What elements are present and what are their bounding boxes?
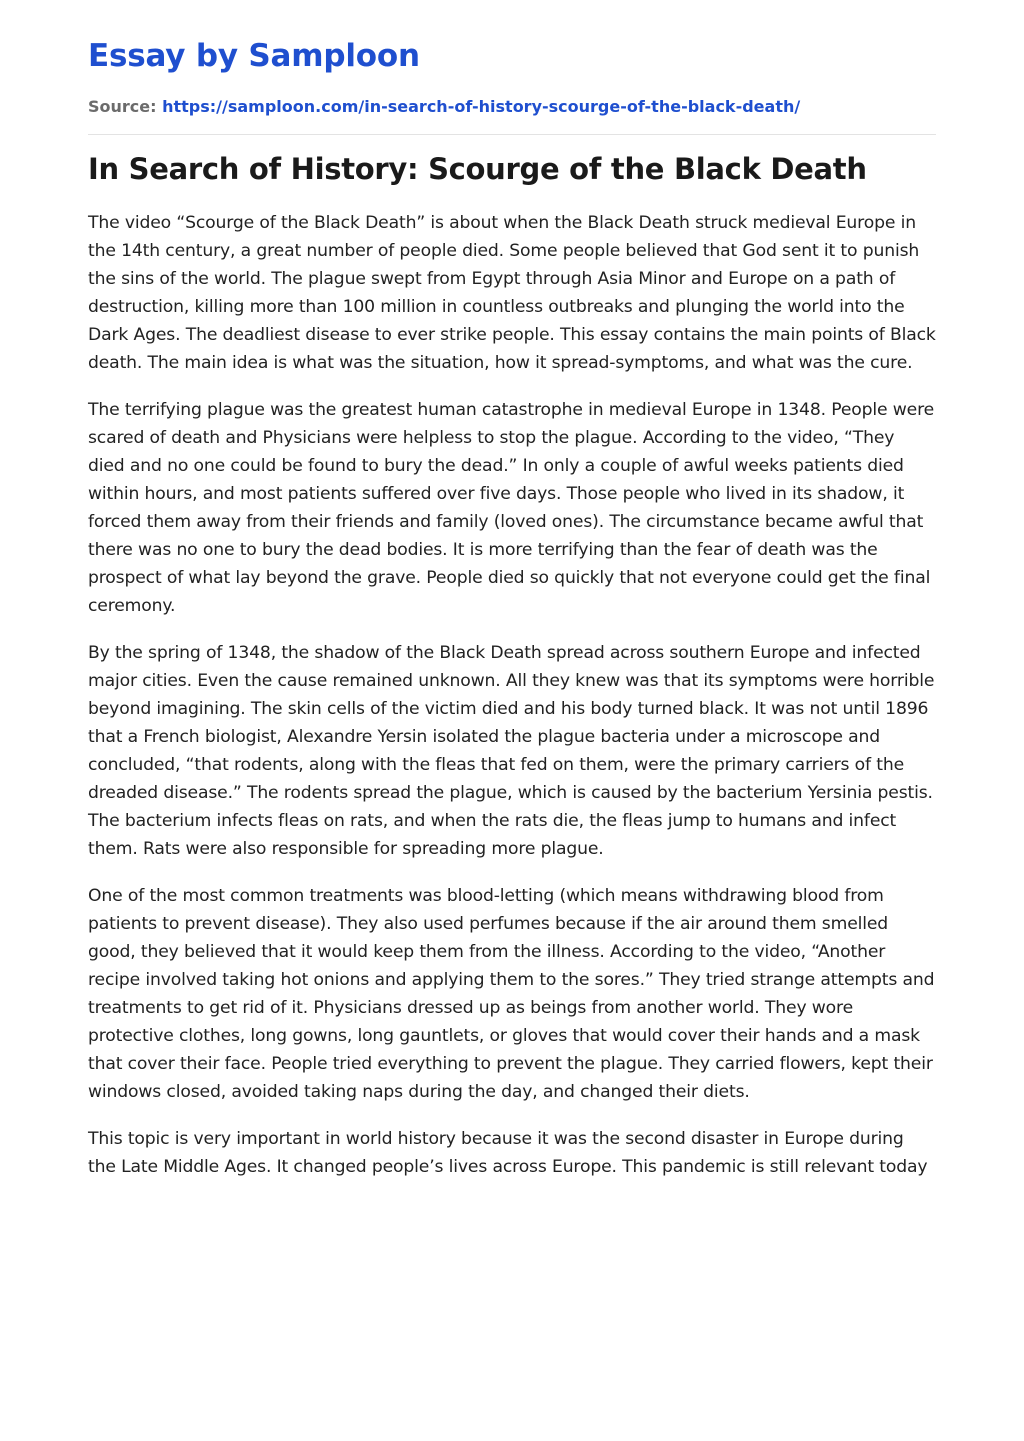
essay-title: In Search of History: Scourge of the Black Death	[88, 152, 867, 186]
source-link[interactable]: https://samploon.com/in-search-of-history-scourge-of-the-black-death/	[162, 97, 801, 116]
header-divider	[88, 134, 936, 135]
essay-paragraph: The video “Scourge of the Black Death” is about when the Black Death struck medieval Europe in the 14th century, a great number of people died. Some people believed that God sent it to punish the sins of the world. The plague swept from Egypt through Asia Minor and Europe on a path of destruction, killing more than 100 million in countless outbreaks and plunging the world into the Dark Ages. The deadliest disease to ever strike people. This essay contains the main points of Black death. The main idea is what was the situation, how it spread-symptoms, and what was the cure.	[88, 213, 936, 373]
essay-page	[88, 0, 936, 1200]
essay-body	[88, 209, 936, 1181]
essay-paragraph: One of the most common treatments was blood-letting (which means withdrawing blood from patients to prevent disease). They also used perfumes because if the air around them smelled good, they believed that it would keep them from the illness. According to the video, “Another recipe involved taking hot onions and applying them to the sores.” They tried strange attempts and treatments to get rid of it. Physicians dressed up as beings from another world. They wore protective clothes, long gowns, long gauntlets, or gloves that would cover their hands and a mask that cover their face. People tried everything to prevent the plague. They carried flowers, kept their windows closed, avoided taking naps during the day, and changed their diets.	[88, 886, 935, 1102]
essay-paragraph: The terrifying plague was the greatest human catastrophe in medieval Europe in 1348. People were scared of death and Physicians were helpless to stop the plague. According to the video, “They died and no one could be found to bury the dead.” In only a couple of awful weeks patients died within hours, and most patients suffered over five days. Those people who lived in its shadow, it forced them away from their friends and family (loved ones). The circumstance became awful that there was no one to bury the dead bodies. It is more terrifying than the fear of death was the prospect of what lay beyond the grave. People died so quickly that not everyone could get the final ceremony.	[88, 400, 935, 616]
essay-paragraph: By the spring of 1348, the shadow of the Black Death spread across southern Europe and infected major cities. Even the cause remained unknown. All they knew was that its symptoms were horrible beyond imagining. The skin cells of the victim died and his body turned black. It was not until 1896 that a French biologist, Alexandre Yersin isolated the plague bacteria under a microscope and concluded, “that rodents, along with the fleas that fed on them, were the primary carriers of the dreaded disease.” The rodents spread the plague, which is caused by the bacterium Yersinia pestis. The bacterium infects fleas on rats, and when the rats die, the fleas jump to humans and infect them. Rats were also responsible for spreading more plague.	[88, 643, 935, 859]
essay-paragraph: This topic is very important in world history because it was the second disaster in Europe during the Late Middle Ages. It changed people’s lives across Europe. This pandemic is still relevant today	[88, 1129, 928, 1177]
site-brand[interactable]: Essay by Samploon	[88, 38, 420, 74]
source-line	[88, 96, 936, 118]
source-label: Source:	[88, 97, 157, 116]
